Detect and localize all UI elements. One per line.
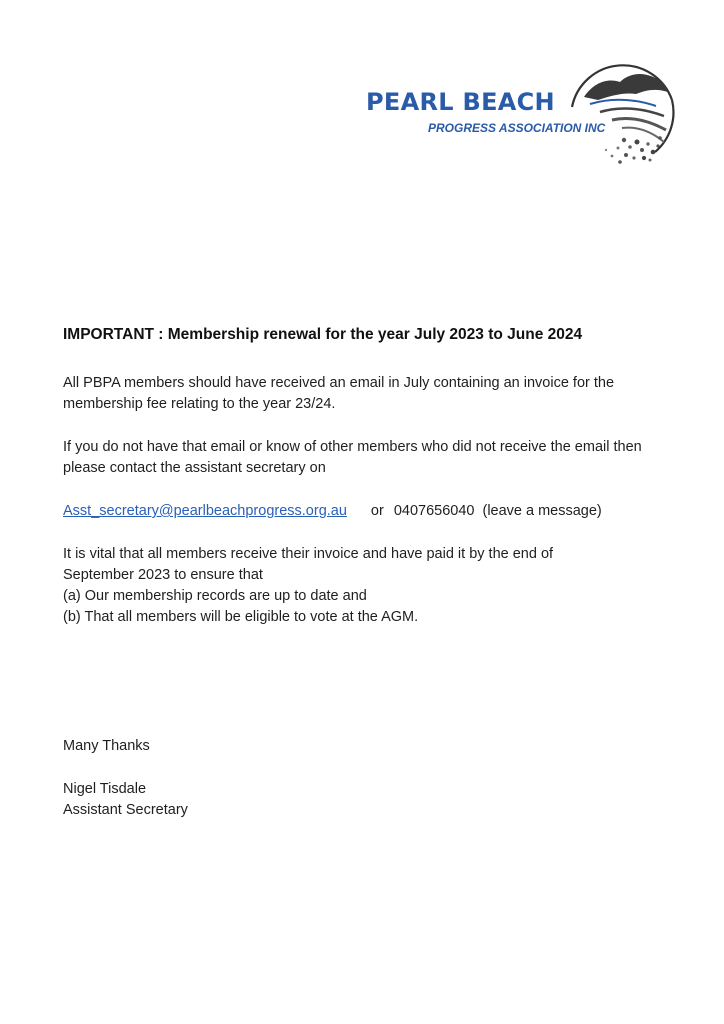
closing-text: Many Thanks — [63, 738, 150, 754]
letter-body — [63, 324, 673, 821]
or-text: or — [370, 503, 384, 519]
paragraph-contact-request: If you do not have that email or know of other members who did not receive the email then please contact the assistant secretary on — [63, 439, 642, 476]
beach-emblem-icon — [560, 52, 680, 170]
list-item-a: (a) Our membership records are up to date and — [63, 588, 367, 604]
phone-number: 0407656040 — [393, 503, 475, 519]
page-title: IMPORTANT : Membership renewal for the year July 2023 to June 2024 — [63, 326, 583, 343]
logo-title: PEARL BEACH — [366, 88, 555, 116]
email-link[interactable]: Asst_secretary@pearlbeachprogress.org.au — [63, 503, 347, 519]
deadline-line-2: September 2023 to ensure that — [63, 567, 263, 583]
paragraph-deadline — [63, 544, 673, 628]
deadline-line-1: It is vital that all members receive their invoice and have paid it by the end of — [63, 546, 554, 562]
phone-note: (leave a message) — [482, 503, 602, 519]
list-item-b: (b) That all members will be eligible to vote at the AGM. — [63, 609, 419, 625]
logo-subtitle: PROGRESS ASSOCIATION INC — [428, 121, 606, 135]
paragraph-invoice-email: All PBPA members should have received an email in July containing an invoice for the membership fee relating to the year 23/24. — [63, 375, 615, 412]
contact-line — [63, 501, 673, 522]
signature-title: Assistant Secretary — [63, 802, 188, 818]
signature-block — [63, 779, 673, 821]
pearl-beach-logo — [360, 52, 680, 170]
signature-name: Nigel Tisdale — [63, 781, 147, 797]
